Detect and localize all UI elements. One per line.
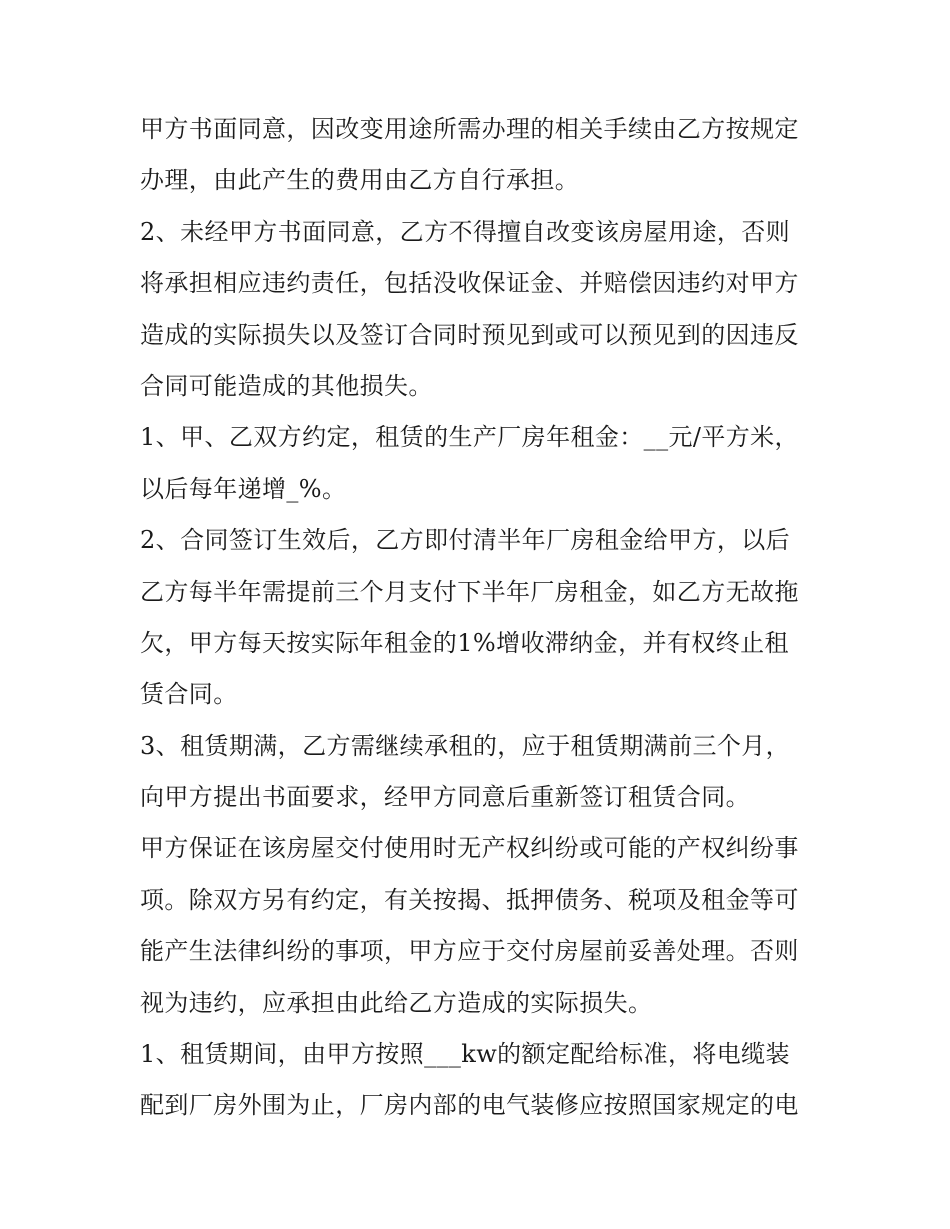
text-line: 乙方每半年需提前三个月支付下半年厂房租金，如乙方无故拖	[140, 577, 799, 606]
text-line: 配到厂房外围为止，厂房内部的电气装修应按照国家规定的电	[140, 1091, 799, 1120]
text-line: 3、租赁期满，乙方需继续承租的，应于租赁期满前三个月，	[140, 731, 791, 760]
text-line: 甲方书面同意，因改变用途所需办理的相关手续由乙方按规定	[140, 115, 799, 143]
text-line: 1、甲、乙双方约定，租赁的生产厂房年租金：__元/平方米，	[140, 423, 799, 452]
text-line: 造成的实际损失以及签订合同时预见到或可以预见到的因违反	[140, 320, 799, 349]
text-line: 甲方保证在该房屋交付使用时无产权纠纷或可能的产权纠纷事	[140, 834, 799, 863]
text-line: 欠，甲方每天按实际年租金的1%增收滞纳金，并有权终止租	[140, 628, 789, 657]
text-line: 1、租赁期间，由甲方按照___kw的额定配给标准，将电缆装	[140, 1040, 790, 1069]
document-body	[140, 104, 820, 1132]
text-line: 向甲方提出书面要求，经甲方同意后重新签订租赁合同。	[140, 783, 750, 812]
text-line: 将承担相应违约责任，包括没收保证金、并赔偿因违约对甲方	[140, 269, 799, 298]
text-line: 合同可能造成的其他损失。	[140, 371, 433, 400]
text-line: 办理，由此产生的费用由乙方自行承担。	[140, 166, 580, 195]
text-line: 能产生法律纠纷的事项，甲方应于交付房屋前妥善处理。否则	[140, 937, 799, 966]
text-line: 赁合同。	[140, 680, 238, 709]
text-line: 2、合同签订生效后，乙方即付清半年厂房租金给甲方，以后	[140, 526, 791, 555]
text-line: 2、未经甲方书面同意，乙方不得擅自改变该房屋用途，否则	[140, 217, 791, 246]
text-line: 视为违约，应承担由此给乙方造成的实际损失。	[140, 988, 653, 1017]
text-line: 项。除双方另有约定，有关按揭、抵押债务、税项及租金等可	[140, 885, 799, 914]
text-line: 以后每年递增_%。	[140, 474, 347, 503]
